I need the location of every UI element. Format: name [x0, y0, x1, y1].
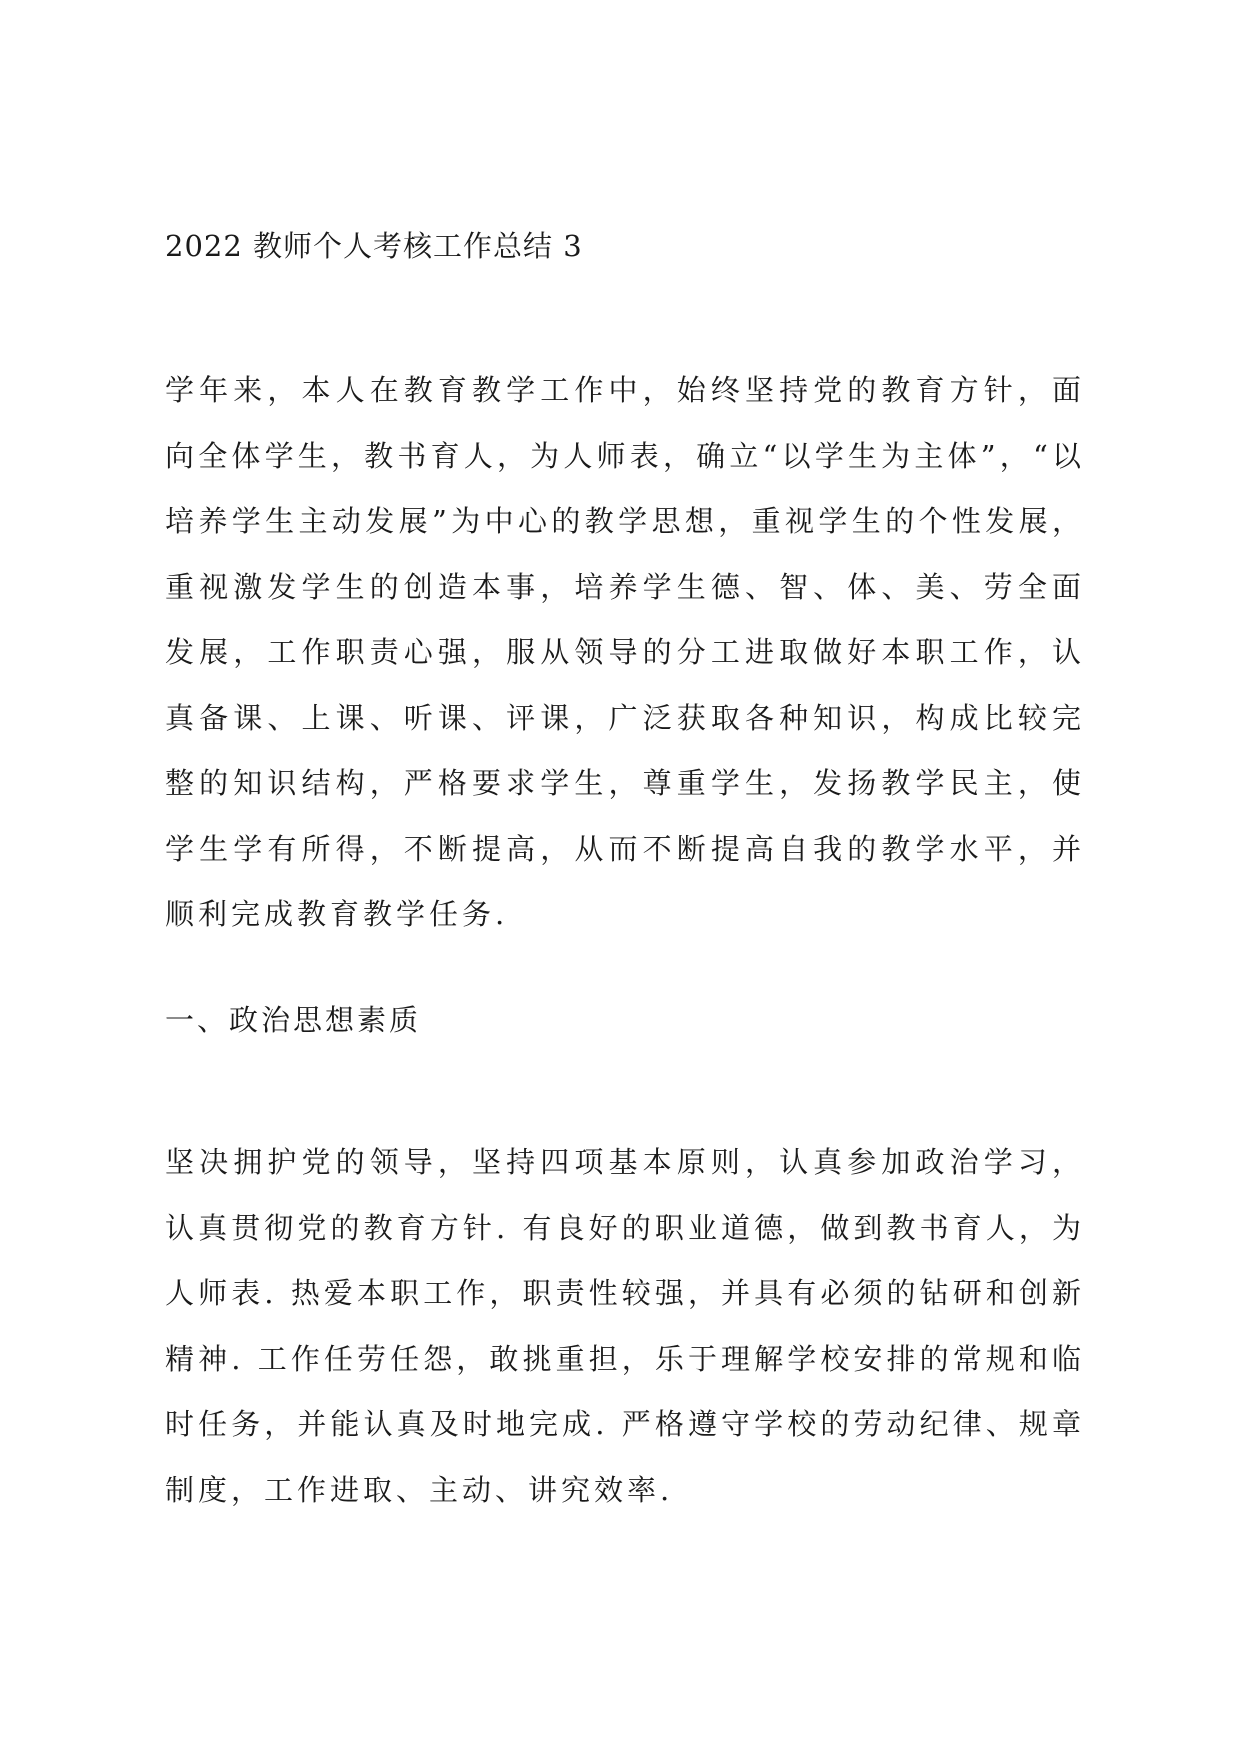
document-title: 2022 教师个人考核工作总结 3 [165, 229, 583, 263]
section-paragraph-political: 坚决拥护党的领导，坚持四项基本原则，认真参加政治学习，认真贯彻党的教育方针. 有良好的职业道德，做到教书育人，为人师表. 热爱本职工作，职责性较强，并具有必须的钻研和创新精神. 工作任劳任怨，敢挑重担，乐于理解学校安排的常规和临时任务，并能认真及时地完成. 严格遵守学校的劳动纪律、规章制度，工作进取、主动、讲究效率. [165, 1145, 1085, 1507]
section-heading-political: 一、政治思想素质 [165, 1003, 422, 1037]
intro-paragraph: 学年来，本人在教育教学工作中，始终坚持党的教育方针，面向全体学生，教书育人，为人师表，确立“以学生为主体”，“以培养学生主动发展”为中心的教学思想，重视学生的个性发展，重视激发学生的创造本事，培养学生德、智、体、美、劳全面发展，工作职责心强，服从领导的分工进取做好本职工作，认真备课、上课、听课、评课，广泛获取各种知识，构成比较完整的知识结构，严格要求学生，尊重学生，发扬教学民主，使学生学有所得，不断提高，从而不断提高自我的教学水平，并顺利完成教育教学任务. [165, 373, 1085, 931]
